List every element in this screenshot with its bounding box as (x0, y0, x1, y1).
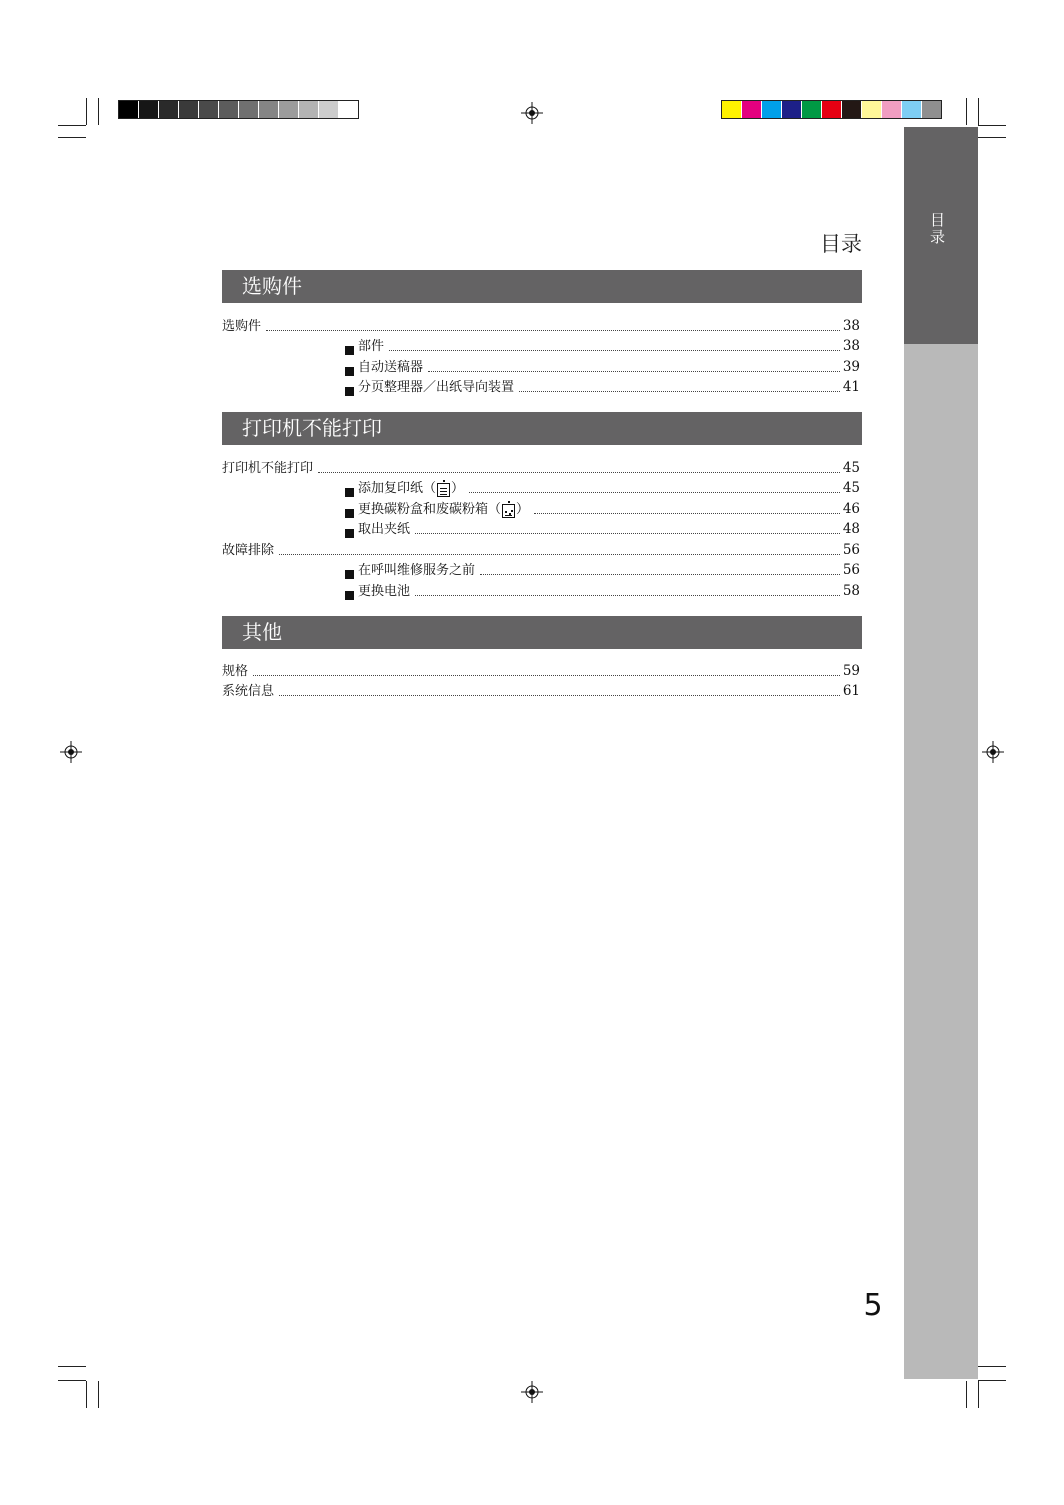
color-swatch (219, 101, 239, 118)
color-swatch (782, 101, 802, 118)
toc-entry[interactable] (222, 497, 860, 518)
square-bullet-icon (345, 387, 354, 396)
page-title: 目录 (820, 232, 862, 256)
color-swatch (259, 101, 279, 118)
toc-page-number: 56 (842, 541, 860, 558)
toc-page-number: 38 (842, 317, 860, 334)
toc-entry-label: 更换电池 (358, 583, 411, 599)
color-swatch (822, 101, 842, 118)
registration-mark-icon (521, 1381, 543, 1403)
toc-entry-label: 系统信息 (222, 684, 275, 699)
dot-leader (279, 554, 840, 555)
toc-page-number: 46 (842, 500, 860, 517)
toc-entry[interactable] (222, 456, 860, 477)
color-swatch (742, 101, 762, 118)
toc-list-cannot-print (222, 456, 860, 600)
toc-page-number: 58 (842, 582, 860, 599)
toc-page-number: 59 (842, 662, 860, 679)
color-swatch (179, 101, 199, 118)
color-swatch (119, 101, 139, 118)
color-swatch (922, 101, 941, 118)
toc-entry[interactable] (222, 518, 860, 539)
toc-page-number: 45 (842, 459, 860, 476)
toc-page-number: 39 (842, 358, 860, 375)
color-swatch (239, 101, 259, 118)
registration-mark-icon (982, 741, 1004, 763)
color-swatch (339, 101, 358, 118)
toc-entry[interactable] (222, 376, 860, 397)
gray-color-bar (118, 100, 359, 119)
square-bullet-icon (345, 591, 354, 600)
toc-entry[interactable] (222, 659, 860, 680)
toc-entry[interactable] (222, 477, 860, 498)
toc-page-number: 61 (842, 683, 860, 699)
dot-leader (266, 330, 840, 331)
square-bullet-icon (345, 570, 354, 579)
paper-tray-icon (437, 483, 450, 497)
toc-list-others (222, 659, 860, 700)
toc-entry-label: 在呼叫维修服务之前 (358, 563, 476, 578)
dot-leader (480, 574, 840, 575)
dot-leader (389, 350, 840, 351)
square-bullet-icon (345, 529, 354, 538)
color-swatch (199, 101, 219, 118)
toc-entry-label: 分页整理器／出纸导向装置 (358, 380, 515, 395)
section-header-cannot-print: 打印机不能打印 (222, 412, 862, 445)
toc-entry[interactable] (222, 314, 860, 335)
dot-leader (253, 675, 840, 676)
toc-entry-label: 取出夹纸 (358, 522, 411, 537)
registration-mark-icon (521, 102, 543, 124)
dot-leader (279, 695, 840, 696)
color-swatch (319, 101, 339, 118)
dot-leader (415, 595, 840, 596)
toc-entry[interactable] (222, 335, 860, 356)
toc-entry-label: 添加复印纸（ (358, 481, 437, 496)
toc-entry-label: 规格 (222, 663, 249, 679)
color-swatch (842, 101, 862, 118)
dot-leader (519, 391, 840, 392)
side-tab-strip (904, 344, 978, 1379)
dot-leader (428, 371, 840, 372)
dot-leader (318, 472, 840, 473)
toc-entry-label: 更换碳粉盒和废碳粉箱（ (358, 501, 502, 517)
dot-leader (469, 492, 840, 493)
toc-entry-label-suffix: ） (516, 501, 530, 517)
dot-leader (534, 513, 840, 514)
color-swatch (802, 101, 822, 118)
square-bullet-icon (345, 367, 354, 376)
toc-page-number: 38 (842, 338, 860, 354)
cmyk-color-bar (721, 100, 942, 119)
toc-page-number: 45 (842, 480, 860, 496)
toc-entry-label: 选购件 (222, 318, 262, 334)
color-swatch (722, 101, 742, 118)
toc-entry[interactable] (222, 538, 860, 559)
color-swatch (279, 101, 299, 118)
toc-entry-label: 打印机不能打印 (222, 460, 314, 476)
dot-leader (415, 533, 840, 534)
toc-entry-label: 部件 (358, 339, 385, 354)
toc-entry-label-suffix: ） (451, 481, 465, 496)
color-swatch (882, 101, 902, 118)
color-swatch (299, 101, 319, 118)
toc-entry-label: 自动送稿器 (358, 359, 424, 375)
section-header-others: 其他 (222, 616, 862, 649)
color-swatch (902, 101, 922, 118)
square-bullet-icon (345, 488, 354, 497)
color-swatch (139, 101, 159, 118)
page-number: 5 (863, 1288, 883, 1323)
toner-icon (502, 504, 515, 518)
color-swatch (862, 101, 882, 118)
toc-entry[interactable] (222, 559, 860, 580)
toc-entry[interactable] (222, 355, 860, 376)
toc-entry-label: 故障排除 (222, 542, 275, 558)
color-swatch (159, 101, 179, 118)
toc-page-number: 41 (842, 379, 860, 395)
side-tab-label: 目录 (928, 212, 946, 246)
registration-mark-icon (60, 741, 82, 763)
toc-entry[interactable] (222, 680, 860, 701)
color-swatch (762, 101, 782, 118)
section-header-options: 选购件 (222, 270, 862, 303)
square-bullet-icon (345, 346, 354, 355)
toc-page-number: 48 (842, 521, 860, 537)
square-bullet-icon (345, 509, 354, 518)
toc-list-options (222, 314, 860, 396)
toc-page-number: 56 (842, 562, 860, 578)
toc-entry[interactable] (222, 579, 860, 600)
